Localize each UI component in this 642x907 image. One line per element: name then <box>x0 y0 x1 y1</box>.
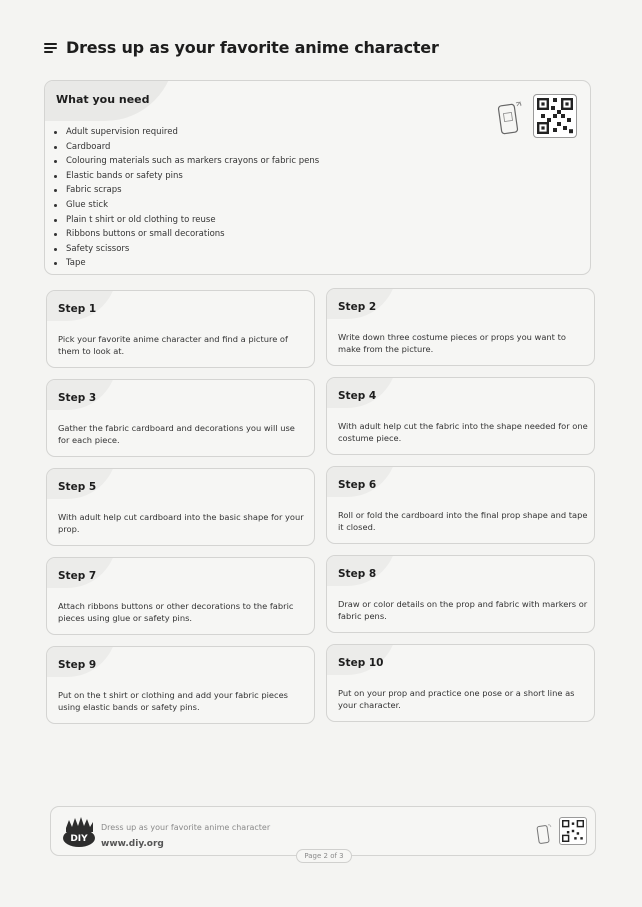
step-text: Put on the t shirt or clothing and add your fabric pieces using elastic bands or safety pins. <box>58 690 289 712</box>
step-card-3 <box>46 379 315 457</box>
step-title: Step 3 <box>58 392 97 404</box>
step-card-9 <box>46 646 315 724</box>
step-card-2 <box>326 288 595 366</box>
step-title: Step 8 <box>338 568 377 580</box>
step-card-4 <box>326 377 595 455</box>
diy-logo-icon[interactable] <box>62 816 96 848</box>
menu-icon <box>44 42 58 54</box>
list-item: Safety scissors <box>66 242 319 257</box>
step-title: Step 5 <box>58 481 97 493</box>
page-title: Dress up as your favorite anime character <box>66 38 439 57</box>
step-title: Step 7 <box>58 570 97 582</box>
needs-list <box>66 125 319 271</box>
list-item: Adult supervision required <box>66 125 319 140</box>
step-text: Write down three costume pieces or props you want to make from the picture. <box>338 332 566 354</box>
list-item: Colouring materials such as markers crayons or fabric pens <box>66 154 319 169</box>
step-title: Step 1 <box>58 303 97 315</box>
step-text: Draw or color details on the prop and fabric with markers or fabric pens. <box>338 599 588 621</box>
qr-code-icon[interactable] <box>533 94 577 138</box>
qr-code-icon[interactable] <box>559 817 587 845</box>
step-card-1 <box>46 290 315 368</box>
svg-text:DIY: DIY <box>70 834 88 844</box>
step-text: Put on your prop and practice one pose or a short line as your character. <box>338 688 575 710</box>
step-text: With adult help cut the fabric into the shape needed for one costume piece. <box>338 421 588 443</box>
step-title: Step 6 <box>338 479 377 491</box>
phone-scan-icon <box>497 99 523 137</box>
list-item: Elastic bands or safety pins <box>66 169 319 184</box>
list-item: Fabric scraps <box>66 183 319 198</box>
list-item: Glue stick <box>66 198 319 213</box>
list-item: Ribbons buttons or small decorations <box>66 227 319 242</box>
step-card-10 <box>326 644 595 722</box>
step-card-8 <box>326 555 595 633</box>
step-title: Step 4 <box>338 390 377 402</box>
title-row <box>44 38 439 57</box>
step-text: Gather the fabric cardboard and decorations you will use for each piece. <box>58 423 295 445</box>
step-title: Step 2 <box>338 301 377 313</box>
step-card-6 <box>326 466 595 544</box>
list-item: Cardboard <box>66 140 319 155</box>
step-text: Attach ribbons buttons or other decorations to the fabric pieces using glue or safety pins. <box>58 601 294 623</box>
needs-heading: What you need <box>56 93 150 106</box>
footer-url[interactable]: www.diy.org <box>101 839 164 849</box>
phone-scan-icon <box>536 823 552 845</box>
list-item: Plain t shirt or old clothing to reuse <box>66 213 319 228</box>
step-title: Step 9 <box>58 659 97 671</box>
footer-title: Dress up as your favorite anime character <box>101 823 271 832</box>
list-item: Tape <box>66 256 319 271</box>
what-you-need-card <box>44 80 591 275</box>
step-card-7 <box>46 557 315 635</box>
page-indicator: Page 2 of 3 <box>296 849 352 863</box>
step-card-5 <box>46 468 315 546</box>
step-title: Step 10 <box>338 657 384 669</box>
step-text: With adult help cut cardboard into the basic shape for your prop. <box>58 512 304 534</box>
step-text: Roll or fold the cardboard into the final prop shape and tape it closed. <box>338 510 588 532</box>
step-text: Pick your favorite anime character and find a picture of them to look at. <box>58 334 288 356</box>
